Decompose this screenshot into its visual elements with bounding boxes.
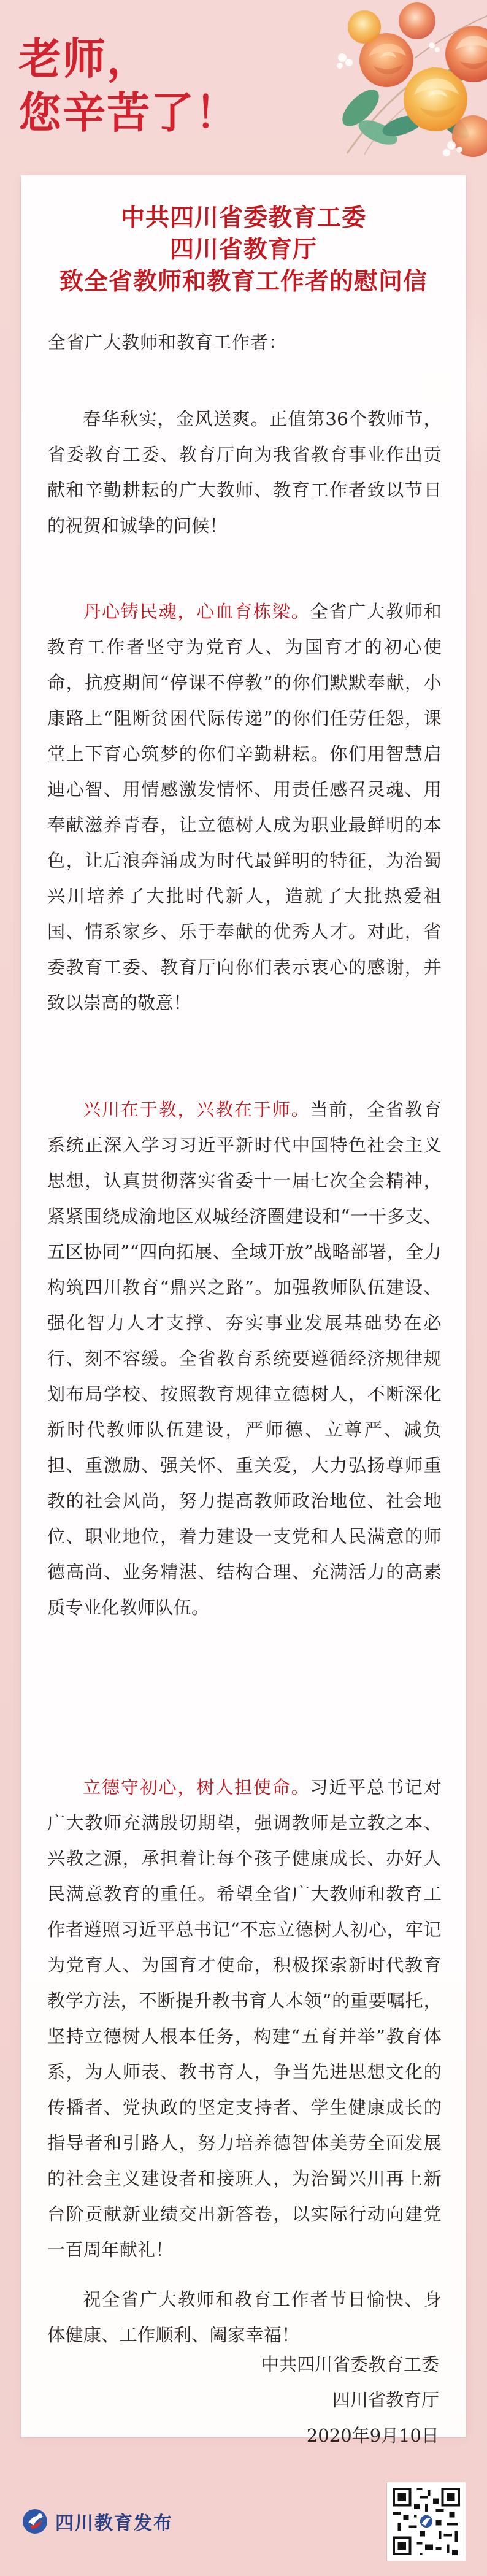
salutation: 全省广大教师和教育工作者： [48, 332, 288, 353]
heading-line-party-committee: 中共四川省委教育工委 [120, 204, 366, 232]
paragraph-2-body: 全省广大教师和教育工作者坚守为党育人、为国育才的初心使命，抗疫期间“停课不停教”的你们默默奉献，小康路上“阻断贫困代际传递”的你们任劳任怨，课堂上下育心筑梦的你们辛勤耕耘。你们用智慧启迪心智、用情感激发情怀、用责任感召灵魂、用奉献滋养青春，让立德树人成为职业最鲜明的本色，让后浪奔涌成为时代最鲜明的特征，为治蜀兴川培养了大批时代新人，造就了大批热爱祖国、情系家乡、乐于奉献的优秀人才。对此，省委教育工委、教育厅向你们表示衷心的感谢，并致以崇高的敬意！ [47, 601, 442, 1014]
paragraph-5-body: 祝全省广大教师和教育工作者节日愉快、身体健康、工作顺利、阖家幸福！ [47, 2289, 442, 2346]
footer [0, 2449, 487, 2576]
heading-line-education-department: 四川省教育厅 [169, 236, 317, 264]
greeting-title-line-2: 您辛苦了！ [18, 88, 239, 138]
brand-name: 四川教育发布 [55, 2513, 173, 2534]
paragraph-festival-greeting [47, 401, 442, 543]
paragraph-teachers-dedication [47, 594, 442, 1021]
paragraph-education-development [47, 1092, 442, 1625]
greeting-title [18, 32, 239, 140]
floral-bouquet-icon [286, 0, 487, 172]
letter-card [21, 175, 466, 2446]
sichuan-education-logo-icon [21, 2507, 49, 2536]
paragraph-moral-education-mission [47, 1769, 442, 2267]
brand-logo-group [21, 2507, 173, 2536]
qr-code-icon [387, 2482, 466, 2561]
signature-education-department: 四川省教育厅 [332, 2390, 439, 2410]
signature-party-committee: 中共四川省委教育工委 [261, 2354, 439, 2375]
signature-date: 2020年9月10日 [306, 2425, 439, 2446]
letter-signature [261, 2347, 439, 2453]
paragraph-3-body: 当前，全省教育系统正深入学习习近平新时代中国特色社会主义思想，认真贯彻落实省委十一届七次全会精神，紧紧围绕成渝地区双城经济圈建设和“一干多支、五区协同”“四向拓展、全域开放”战略部署，全力构筑四川教育“鼎兴之路”。加强教师队伍建设、强化智力人才支撑、夯实事业发展基础势在必行、刻不容缓。全省教育系统要遵循经济规律规划布局学校、按照教育规律立德树人，不断深化新时代教师队伍建设，严师德、立尊严、减负担、重激励、强关怀、重关爱，大力弘扬尊师重教的社会风尚，努力提高教师政治地位、社会地位、职业地位，着力建设一支党和人民满意的师德高尚、业务精湛、结构合理、充满活力的高素质专业化教师队伍。 [47, 1099, 442, 1619]
paragraph-best-wishes [47, 2282, 442, 2353]
letter-heading [21, 202, 466, 297]
paragraph-4-lead: 立德守初心，树人担使命。 [83, 1777, 310, 1798]
paragraph-3-lead: 兴川在于教，兴教在于师。 [83, 1099, 310, 1121]
greeting-title-line-1: 老师， [18, 34, 151, 84]
paragraph-1-body: 春华秋实，金风送爽。正值第36个教师节，省委教育工委、教育厅向为我省教育事业作出贡献和辛勤耕耘的广大教师、教育工作者致以节日的祝贺和诚挚的问候！ [47, 408, 442, 537]
heading-line-greeting-letter: 致全省教师和教育工作者的慰问信 [59, 267, 428, 296]
paragraph-4-body: 习近平总书记对广大教师充满殷切期望，强调教师是立教之本、兴教之源，承担着让每个孩子健康成长、办好人民满意教育的重任。希望全省广大教师和教育工作者遵照习近平总书记“不忘立德树人初心，牢记为党育人、为国育才使命，积极探索新时代教育教学方法，不断提升教书育人本领”的重要嘱托，坚持立德树人根本任务，构建“五育并举”教育体系，为人师表、教书育人，争当先进思想文化的传播者、党执政的坚定支持者、学生健康成长的指导者和引路人，努力培养德智体美劳全面发展的社会主义建设者和接班人，为治蜀兴川再上新台阶贡献新业绩交出新答卷，以实际行动向建党一百周年献礼！ [47, 1777, 442, 2261]
paragraph-2-lead: 丹心铸民魂，心血育栋梁。 [83, 601, 310, 623]
